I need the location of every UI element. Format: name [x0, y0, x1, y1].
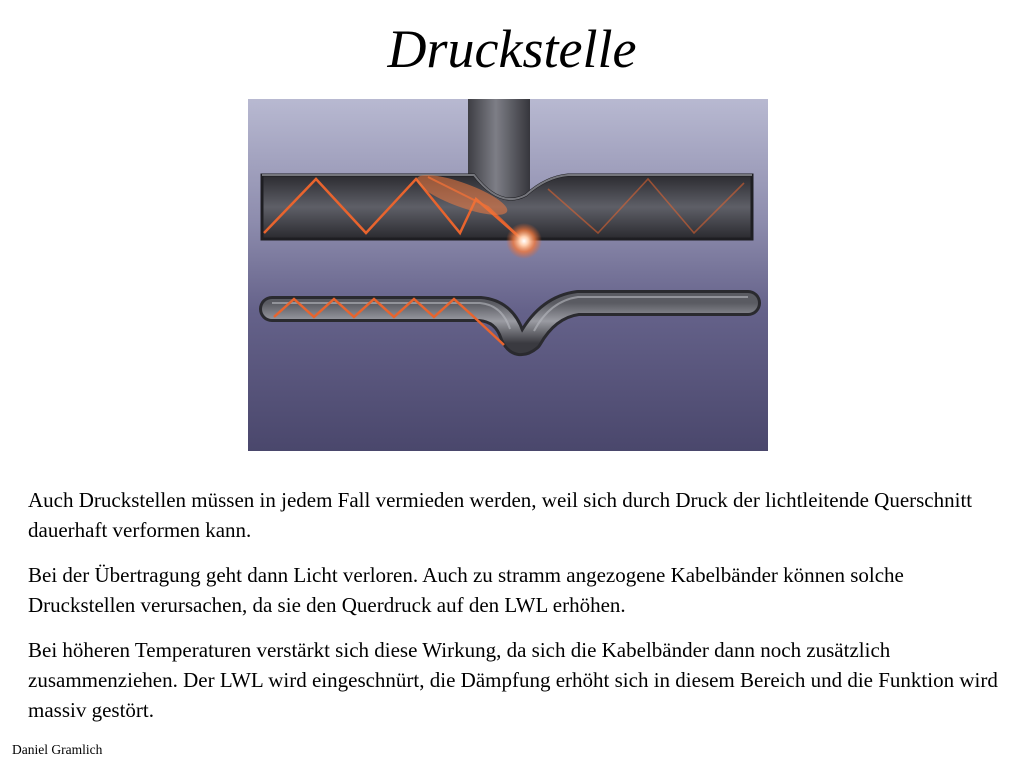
- paragraph-1: Auch Druckstellen müssen in jedem Fall vermieden werden, weil sich durch Druck der lichtleitende Querschnitt dauerhaft verformen kann.: [28, 488, 973, 542]
- paragraph-3: Bei höheren Temperaturen verstärkt sich diese Wirkung, da sich die Kabelbänder dann noch zusätzlich zusammenziehen. Der LWL wird eingeschnürt, die Dämpfung erhöht sich in diesem Bereich und die Funktion wird massiv gestört.: [28, 638, 998, 722]
- body-text: [28, 485, 1008, 740]
- paragraph-2: Bei der Übertragung geht dann Licht verloren. Auch zu stramm angezogene Kabelbänder können solche Druckstellen verursachen, da sie den Querdruck auf den LWL erhöhen.: [28, 563, 904, 617]
- fiber-pressure-illustration: [248, 99, 768, 451]
- fiber-pressure-point-illustration: [248, 99, 768, 451]
- slide-title: Druckstelle: [387, 19, 637, 79]
- author-footer: Daniel Gramlich: [12, 742, 103, 757]
